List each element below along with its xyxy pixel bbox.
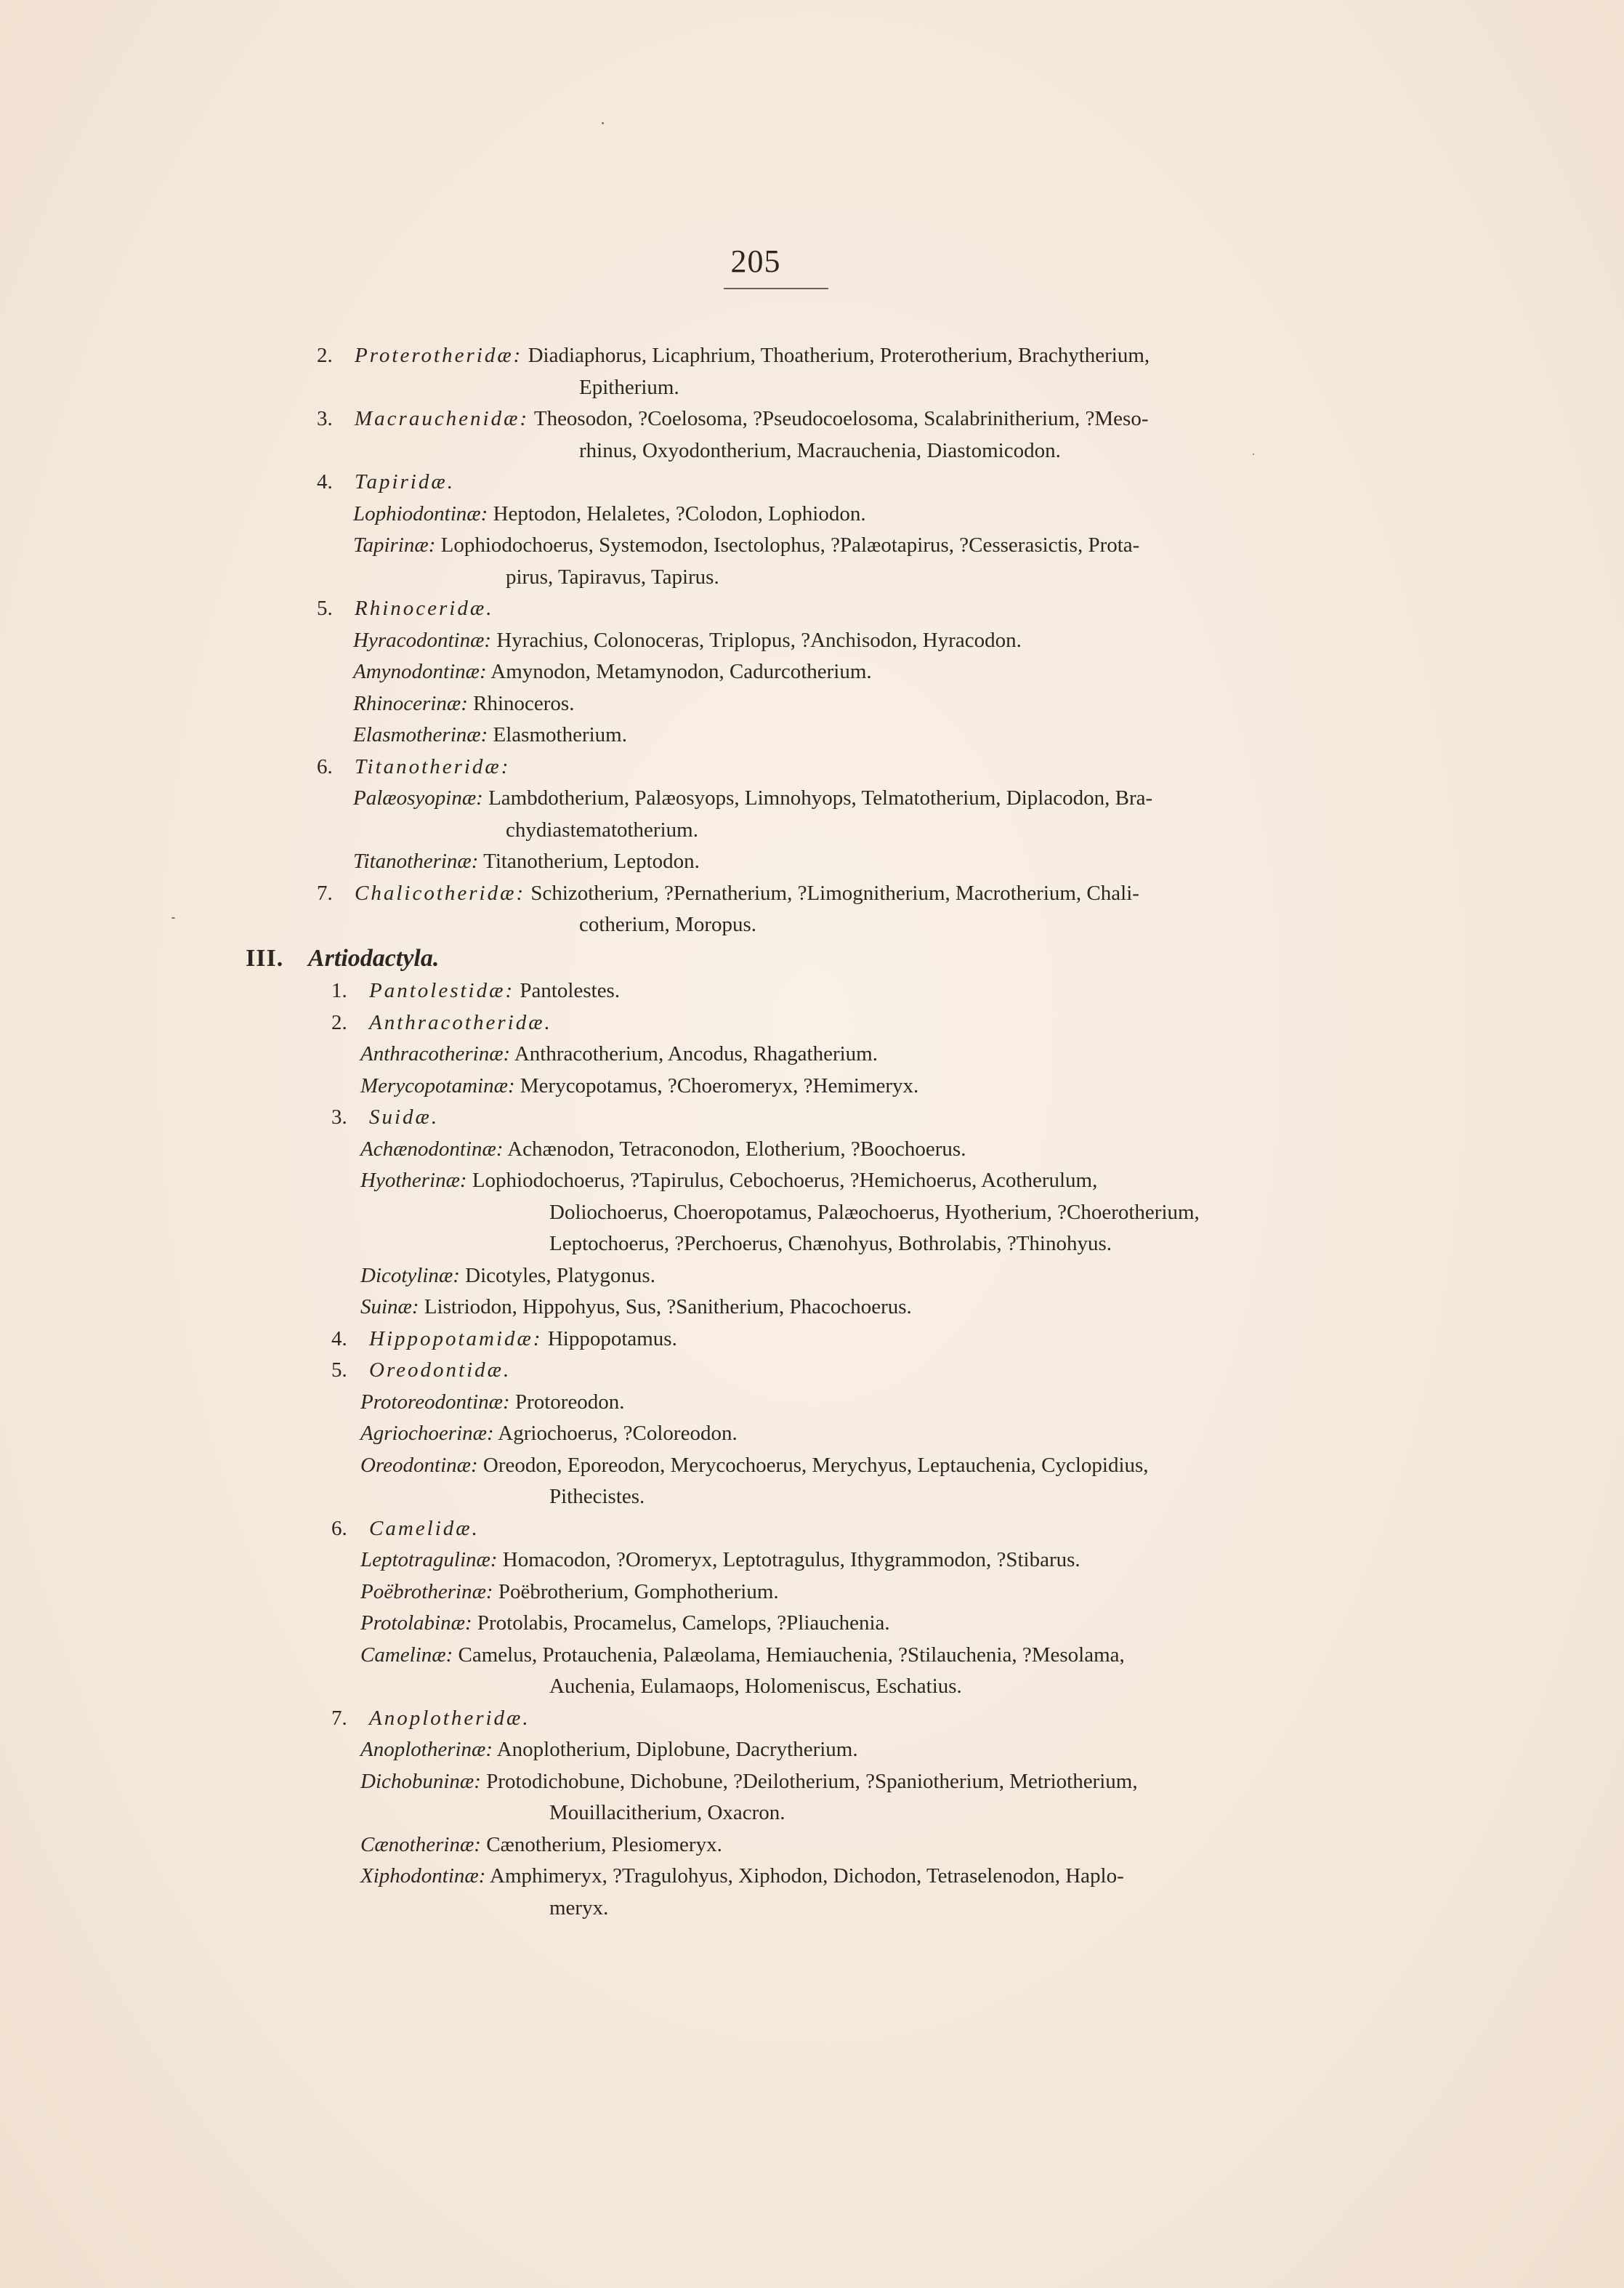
family-name: Suidæ.	[369, 1105, 440, 1129]
family-number: 5.	[331, 1358, 347, 1382]
family-name: Rhinoceridæ.	[355, 597, 494, 620]
family-number: 3.	[317, 407, 333, 430]
genus-list: Anthracotherium, Ancodus, Rhagatherium.	[510, 1042, 878, 1066]
family-number: 7.	[331, 1706, 347, 1730]
subfamily-entry	[0, 688, 1624, 720]
subfamily-entry	[0, 1418, 1624, 1450]
family-number: 4.	[331, 1326, 347, 1350]
family-name: Anthracotheridæ.	[369, 1010, 552, 1034]
genus-list: Amphimeryx, ?Tragulohyus, Xiphodon, Dichodon, Tetraselenodon, Haplo-	[485, 1864, 1124, 1888]
classification-list	[0, 340, 1624, 1924]
subfamily-entry	[0, 1039, 1624, 1071]
family-entry	[0, 1324, 1624, 1356]
subfamily-name: Xiphodontinæ:	[360, 1864, 486, 1888]
family-number: 5.	[317, 597, 333, 620]
family-entry	[0, 878, 1624, 910]
subfamily-name: Hyotherinæ:	[360, 1169, 467, 1192]
family-name: Anoplotheridæ.	[369, 1706, 530, 1730]
family-name: Pantolestidæ:	[369, 979, 515, 1002]
subfamily-name: Achænodontinæ:	[360, 1137, 504, 1161]
subfamily-entry	[0, 1071, 1624, 1103]
family-name: Proterotheridæ:	[355, 344, 523, 367]
genus-list-continued: Doliochoerus, Choeropotamus, Palæochoerus, Hyotherium, ?Choerotherium,	[549, 1200, 1200, 1224]
family-entry	[0, 403, 1624, 435]
page-number: 205	[730, 243, 781, 279]
subfamily-entry	[0, 1829, 1624, 1861]
subfamily-entry	[0, 1292, 1624, 1324]
family-entry	[0, 1703, 1624, 1735]
order-heading	[0, 943, 1624, 975]
subfamily-entry	[0, 1165, 1624, 1197]
family-name: Tapiridæ.	[355, 470, 455, 494]
subfamily-entry	[0, 1608, 1624, 1640]
genus-list-continued: rhinus, Oxyodontherium, Macrauchenia, Diastomicodon.	[579, 438, 1061, 462]
genus-list: Elasmotherium.	[488, 723, 627, 746]
family-name: Chalicotheridæ:	[355, 881, 526, 905]
artiodactyla-families	[0, 975, 1624, 1924]
genus-list: Lambdotherium, Palæosyops, Limnohyops, Telmatotherium, Diplacodon, Bra-	[482, 786, 1153, 810]
subfamily-entry	[0, 530, 1624, 562]
genus-list: Poëbrotherium, Gomphotherium.	[493, 1579, 779, 1603]
family-number: 6.	[317, 754, 333, 778]
subfamily-entry	[0, 1640, 1624, 1672]
family-name: Titanotheridæ:	[355, 754, 511, 778]
subfamily-name: Rhinocerinæ:	[353, 691, 468, 715]
genus-list-continued: Leptochoerus, ?Perchoerus, Chænohyus, Bothrolabis, ?Thinohyus.	[549, 1232, 1112, 1255]
genus-list: Dicotyles, Platygonus.	[459, 1263, 655, 1287]
order-number: III.	[246, 944, 284, 972]
subfamily-entry	[0, 1387, 1624, 1419]
genus-list: Theosodon, ?Coelosoma, ?Pseudocoelosoma, Scalabrinitherium, ?Meso-	[529, 407, 1149, 430]
genus-list: Agriochoerus, ?Coloreodon.	[493, 1422, 738, 1445]
family-entry	[0, 975, 1624, 1007]
genus-list: Merycopotamus, ?Choeromeryx, ?Hemimeryx.	[514, 1073, 919, 1097]
genus-list: Protodichobune, Dichobune, ?Deilotherium, ?Spaniotherium, Metriotherium,	[480, 1769, 1138, 1793]
family-entry	[0, 1355, 1624, 1387]
subfamily-entry	[0, 1766, 1624, 1798]
genus-list: Schizotherium, ?Pernatherium, ?Limognitherium, Macrotherium, Chali-	[525, 881, 1139, 905]
family-number: 2.	[331, 1010, 347, 1034]
subfamily-name: Palæosyopinæ:	[353, 786, 483, 810]
genus-list: Amynodon, Metamynodon, Cadurcotherium.	[486, 660, 872, 683]
family-number: 2.	[317, 344, 333, 367]
genus-list-continued: meryx.	[549, 1896, 609, 1920]
family-entry	[0, 593, 1624, 625]
genus-list: Titanotherium, Leptodon.	[478, 850, 700, 873]
subfamily-entry	[0, 1450, 1624, 1482]
genus-list: Lophiodochoerus, ?Tapirulus, Cebochoerus, ?Hemichoerus, Acotherulum,	[466, 1169, 1098, 1192]
genus-list-continued: Mouillacitherium, Oxacron.	[549, 1801, 785, 1824]
genus-list-continued: Epitherium.	[579, 375, 679, 399]
genus-list: Pantolestes.	[514, 979, 621, 1002]
genus-list: Cænotherium, Plesiomeryx.	[480, 1832, 722, 1856]
family-entry	[0, 467, 1624, 499]
genus-list: Achænodon, Tetraconodon, Elotherium, ?Boochoerus.	[503, 1137, 966, 1161]
subfamily-entry	[0, 720, 1624, 752]
family-number: 1.	[331, 979, 347, 1002]
genus-list-continued: Pithecistes.	[549, 1485, 645, 1508]
genus-list: Protolabis, Procamelus, Camelops, ?Pliauchenia.	[472, 1611, 890, 1635]
paper-speck	[602, 122, 604, 124]
subfamily-entry	[0, 1576, 1624, 1608]
subfamily-name: Protoreodontinæ:	[360, 1390, 510, 1414]
subfamily-name: Lophiodontinæ:	[353, 501, 488, 525]
subfamily-name: Elasmotherinæ:	[353, 723, 488, 746]
genus-list-continued: cotherium, Moropus.	[579, 913, 757, 936]
subfamily-entry	[0, 1544, 1624, 1576]
genus-list: Listriodon, Hippohyus, Sus, ?Sanitherium, Phacochoerus.	[419, 1295, 912, 1318]
genus-list: Heptodon, Helaletes, ?Colodon, Lophiodon.	[488, 501, 866, 525]
subfamily-name: Anoplotherinæ:	[360, 1738, 493, 1761]
genus-list-continued: Auchenia, Eulamaops, Holomeniscus, Eschatius.	[549, 1675, 962, 1698]
subfamily-name: Oreodontinæ:	[360, 1453, 478, 1477]
subfamily-entry	[0, 656, 1624, 688]
page-number-rule	[724, 288, 828, 289]
subfamily-name: Merycopotaminæ:	[360, 1073, 515, 1097]
subfamily-name: Suinæ:	[360, 1295, 419, 1318]
subfamily-name: Camelinæ:	[360, 1643, 453, 1667]
family-name: Macrauchenidæ:	[355, 407, 530, 430]
genus-list: Diadiaphorus, Licaphrium, Thoatherium, Proterotherium, Brachytherium,	[522, 344, 1150, 367]
family-number: 7.	[317, 881, 333, 905]
subfamily-entry	[0, 625, 1624, 657]
genus-list-continued: pirus, Tapiravus, Tapirus.	[506, 565, 719, 589]
subfamily-entry	[0, 499, 1624, 531]
family-number: 4.	[317, 470, 333, 494]
family-entry	[0, 1513, 1624, 1545]
subfamily-entry	[0, 1734, 1624, 1766]
genus-list: Rhinoceros.	[467, 691, 575, 715]
genus-list-continued: chydiastematotherium.	[506, 818, 698, 842]
subfamily-entry	[0, 1861, 1624, 1893]
genus-list: Homacodon, ?Oromeryx, Leptotragulus, Ithygrammodon, ?Stibarus.	[497, 1548, 1080, 1571]
genus-list: Lophiodochoerus, Systemodon, Isectolophus, ?Palæotapirus, ?Cesserasictis, Prota-	[435, 533, 1140, 557]
subfamily-entry	[0, 846, 1624, 878]
subfamily-name: Titanotherinæ:	[353, 850, 479, 873]
genus-list: Protoreodon.	[509, 1390, 625, 1414]
genus-list: Hippopotamus.	[542, 1326, 677, 1350]
genus-list: Anoplotherium, Diplobune, Dacrytherium.	[493, 1738, 858, 1761]
family-entry	[0, 340, 1624, 372]
family-name: Oreodontidæ.	[369, 1358, 512, 1382]
subfamily-entry	[0, 783, 1624, 815]
subfamily-name: Tapirinæ:	[353, 533, 436, 557]
family-entry	[0, 1007, 1624, 1039]
subfamily-name: Amynodontinæ:	[353, 660, 487, 683]
family-number: 6.	[331, 1516, 347, 1540]
subfamily-name: Protolabinæ:	[360, 1611, 472, 1635]
family-number: 3.	[331, 1105, 347, 1129]
genus-list: Camelus, Protauchenia, Palæolama, Hemiauchenia, ?Stilauchenia, ?Mesolama,	[453, 1643, 1125, 1667]
subfamily-name: Dichobuninæ:	[360, 1769, 481, 1793]
subfamily-name: Dicotylinæ:	[360, 1263, 460, 1287]
subfamily-name: Hyracodontinæ:	[353, 628, 492, 652]
order-name: Artiodactyla.	[308, 944, 440, 972]
subfamily-name: Anthracotherinæ:	[360, 1042, 511, 1066]
subfamily-name: Cænotherinæ:	[360, 1832, 481, 1856]
subfamily-name: Leptotragulinæ:	[360, 1548, 498, 1571]
family-name: Hippopotamidæ:	[369, 1326, 543, 1350]
genus-list: Hyrachius, Colonoceras, Triplopus, ?Anchisodon, Hyracodon.	[491, 628, 1022, 652]
family-entry	[0, 752, 1624, 784]
family-entry	[0, 1102, 1624, 1134]
subfamily-entry	[0, 1260, 1624, 1292]
subfamily-name: Agriochoerinæ:	[360, 1422, 494, 1445]
subfamily-entry	[0, 1134, 1624, 1166]
perissodactyla-families	[0, 340, 1624, 941]
subfamily-name: Poëbrotherinæ:	[360, 1579, 493, 1603]
family-name: Camelidæ.	[369, 1516, 480, 1540]
genus-list: Oreodon, Eporeodon, Merycochoerus, Merychyus, Leptauchenia, Cyclopidius,	[477, 1453, 1149, 1477]
